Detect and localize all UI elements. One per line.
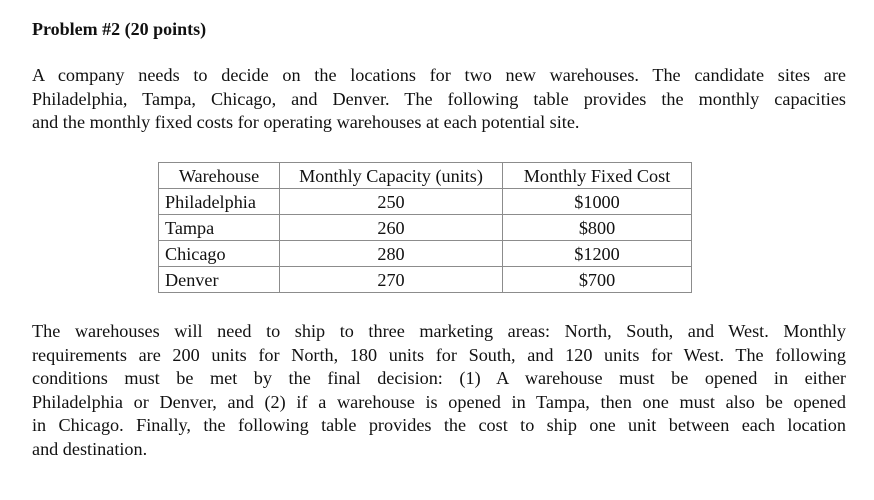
warehouse-table: [158, 162, 692, 293]
capacity-cell: 250: [280, 189, 503, 215]
capacity-cell: 270: [280, 267, 503, 293]
warehouse-name-cell: Tampa: [159, 215, 280, 241]
table-header-row: [159, 163, 692, 189]
closing-line: and destination.: [32, 438, 148, 459]
intro-paragraph: [32, 64, 846, 135]
column-header-capacity: Monthly Capacity (units): [280, 163, 503, 189]
capacity-cell: 260: [280, 215, 503, 241]
closing-paragraph: [32, 320, 846, 461]
warehouse-name-cell: Denver: [159, 267, 280, 293]
capacity-cell: 280: [280, 241, 503, 267]
table-row: [159, 189, 692, 215]
column-header-fixed-cost: Monthly Fixed Cost: [503, 163, 692, 189]
table-row: [159, 215, 692, 241]
table-row: [159, 267, 692, 293]
warehouse-name-cell: Philadelphia: [159, 189, 280, 215]
problem-title: Problem #2 (20 points): [32, 19, 207, 39]
closing-line: requirements are 200 units for North, 180 units for South, and 120 units for West. The following: [32, 344, 846, 365]
table-row: [159, 241, 692, 267]
closing-line: conditions must be met by the final decision: (1) A warehouse must be opened in either: [32, 368, 846, 388]
warehouse-name-cell: Chicago: [159, 241, 280, 267]
column-header-warehouse: Warehouse: [159, 163, 280, 189]
fixed-cost-cell: $800: [503, 215, 692, 241]
intro-line: and the monthly fixed costs for operating warehouses at each potential site.: [32, 112, 580, 132]
fixed-cost-cell: $700: [503, 267, 692, 293]
fixed-cost-cell: $1200: [503, 241, 692, 267]
closing-line: The warehouses will need to ship to three marketing areas: North, South, and West. Monthly: [32, 321, 846, 341]
closing-line: in Chicago. Finally, the following table provides the cost to ship one unit between each location: [32, 415, 846, 435]
intro-line: A company needs to decide on the locations for two new warehouses. The candidate sites are: [32, 65, 846, 85]
closing-line: Philadelphia or Denver, and (2) if a warehouse is opened in Tampa, then one must also be opened: [32, 391, 846, 412]
intro-line: Philadelphia, Tampa, Chicago, and Denver. The following table provides the monthly capacities: [32, 88, 846, 109]
fixed-cost-cell: $1000: [503, 189, 692, 215]
